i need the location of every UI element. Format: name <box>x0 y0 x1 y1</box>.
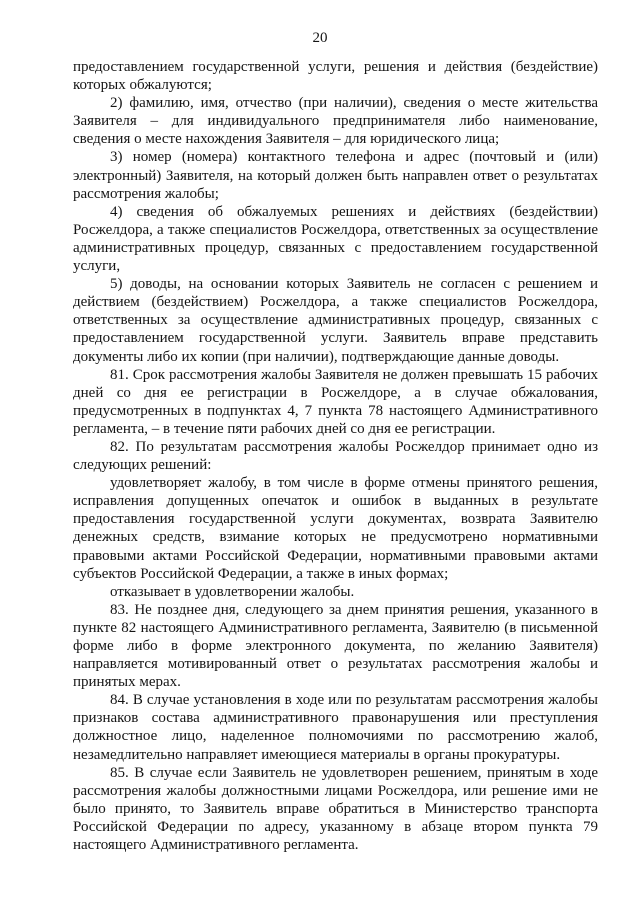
paragraph-81: 81. Срок рассмотрения жалобы Заявителя не должен превышать 15 рабочих дней со дня ее регистрации в Росжелдоре, а в случае обжалования, предусмотренных в подпунктах 4, 7 пункта 78 настоящего Административного регламента, – в течение пяти рабочих дней со дня ее регистрации. <box>73 366 598 437</box>
paragraph-82: 82. По результатам рассмотрения жалобы Росжелдор принимает одно из следующих решений: <box>73 438 598 474</box>
paragraph-82-option-refuse: отказывает в удовлетворении жалобы. <box>110 583 355 600</box>
paragraph-item-5: 5) доводы, на основании которых Заявитель не согласен с решением и действием (бездействием) Росжелдора, а также специалистов Росжелдора, ответственных за осуществление административных процедур, связанных с предоставлением государственной услуги. Заявитель вправе представить документы либо их копии (при наличии), подтверждающие данные доводы. <box>73 276 598 365</box>
paragraph-continuation: предоставлением государственной услуги, решения и действия (бездействие) которых обжалуются; <box>73 59 598 94</box>
paragraph-85: 85. В случае если Заявитель не удовлетворен решением, принятым в ходе рассмотрения жалобы должностными лицами Росжелдора, или решение ими не было принято, то Заявитель вправе обратиться в Министерство транспорта Российской Федерации по адресу, указанному в абзаце втором пункта 79 настоящего Административного регламента. <box>73 764 598 854</box>
paragraph-83: 83. Не позднее дня, следующего за днем принятия решения, указанного в пункте 82 настоящего Административного регламента, Заявителю (в письменной форме либо в форме электронного документа, по желанию Заявителя) направляется мотивированный ответ о результатах рассмотрения жалобы и принятых мерах. <box>73 601 598 691</box>
page-number: 20 <box>312 30 328 46</box>
document-body <box>73 58 598 854</box>
paragraph-82-option-satisfy: удовлетворяет жалобу, в том числе в форме отмены принятого решения, исправления допущенных опечаток и ошибок в выданных в результате предоставления государственной услуги документах, возврата Заявителю денежных средств, взимание которых не предусмотрено нормативными правовыми актами Российской Федерации, нормативными правовыми актами субъектов Российской Федерации, а также в иных формах; <box>73 475 598 582</box>
paragraph-item-4: 4) сведения об обжалуемых решениях и действиях (бездействии) Росжелдора, а также специалистов Росжелдора, ответственных за осуществление административных процедур, связанных с предоставлением государственной услуги, <box>73 203 598 275</box>
paragraph-item-3: 3) номер (номера) контактного телефона и адрес (почтовый и (или) электронный) Заявителя, на который должен быть направлен ответ о результатах рассмотрения жалобы; <box>73 149 598 202</box>
paragraph-84: 84. В случае установления в ходе или по результатам рассмотрения жалобы признаков состава административного правонарушения или преступления должностное лицо, наделенное полномочиями по рассмотрению жалоб, незамедлительно направляет имеющиеся материалы в органы прокуратуры. <box>73 692 598 763</box>
paragraph-item-2: 2) фамилию, имя, отчество (при наличии), сведения о месте жительства Заявителя – для индивидуального предпринимателя либо наименование, сведения о месте нахождения Заявителя – для юридического лица; <box>73 95 598 148</box>
